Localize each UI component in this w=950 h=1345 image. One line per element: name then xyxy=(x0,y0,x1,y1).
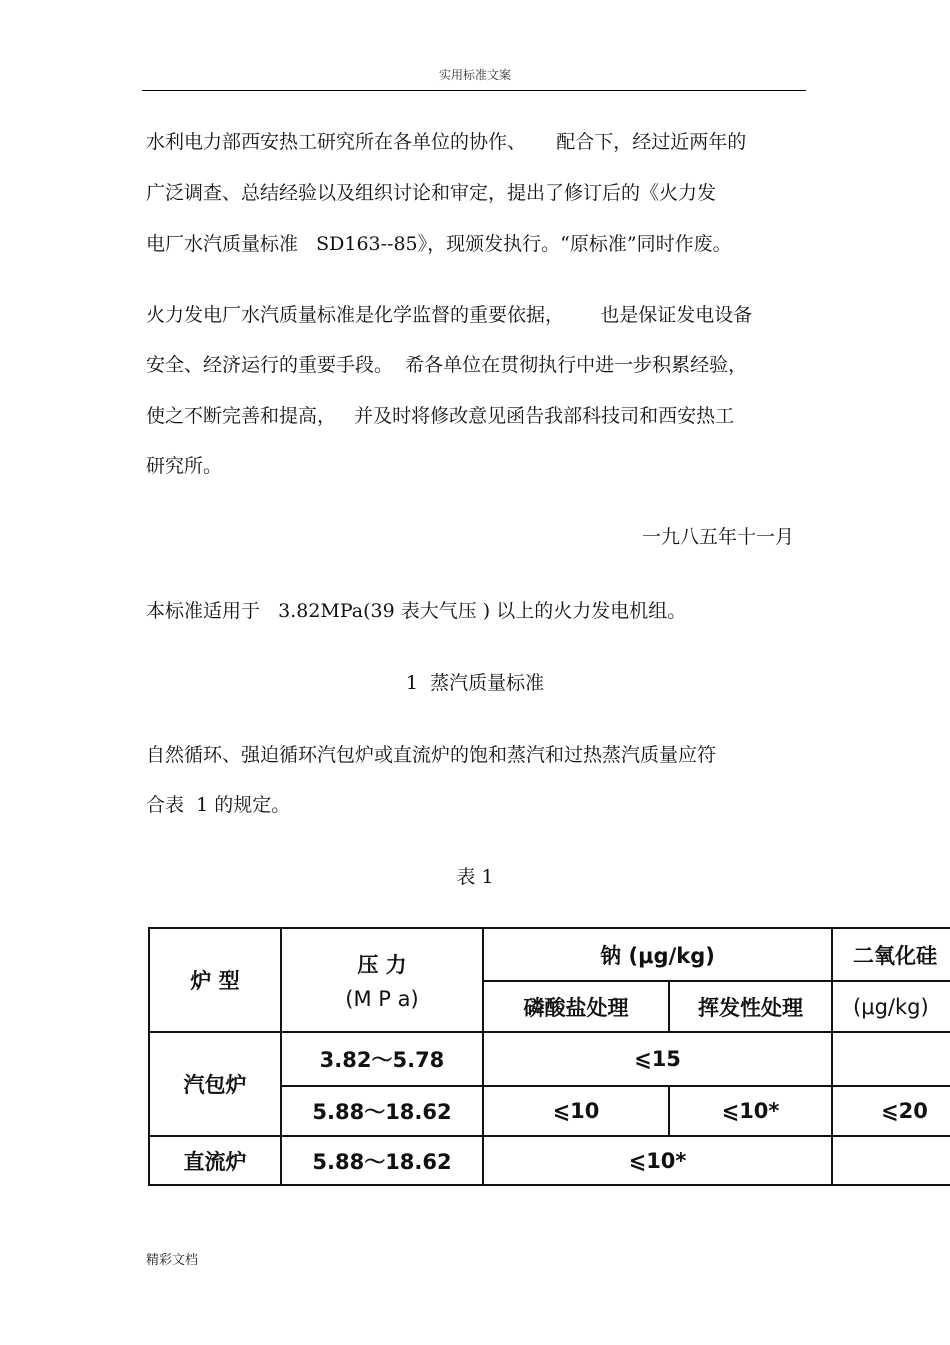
paragraph-line: 水利电力部西安热工研究所在各单位的协作、 配合下，经过近两年的 xyxy=(146,131,747,153)
cell-sodium: ⩽10* xyxy=(483,1136,832,1185)
header-cell-sodium: 钠 (μg/kg) xyxy=(483,928,832,981)
cell-volatile: ⩽10* xyxy=(669,1086,832,1136)
cell-silica: ⩽20 xyxy=(832,1086,950,1136)
table-row xyxy=(149,1136,950,1185)
paragraph-line: 合表 1 的规定。 xyxy=(146,794,291,816)
paragraph-line: 广泛调查、总结经验以及组织讨论和审定，提出了修订后的《火力发 xyxy=(146,182,717,204)
table-row xyxy=(149,1032,950,1086)
cell-once-through-boiler: 直流炉 xyxy=(149,1136,281,1185)
cell-pressure: 3.82～5.78 xyxy=(281,1032,483,1086)
steam-quality-table xyxy=(148,927,950,1186)
cell-sodium: ⩽15 xyxy=(483,1032,832,1086)
paragraph-line: 自然循环、强迫循环汽包炉或直流炉的饱和蒸汽和过热蒸汽质量应符 xyxy=(146,744,717,766)
header-cell-phosphate: 磷酸盐处理 xyxy=(483,981,669,1032)
header-cell-silica-unit: (μg/kg) xyxy=(832,981,950,1032)
paragraph-line: 安全、经济运行的重要手段。 希各单位在贯彻执行中进一步积累经验， xyxy=(146,354,748,376)
header-cell-volatile: 挥发性处理 xyxy=(669,981,832,1032)
section-title: 1 蒸汽质量标准 xyxy=(405,672,545,694)
scope-line: 本标准适用于 3.82MPa(39 表大气压 ) 以上的火力发电机组。 xyxy=(146,600,687,622)
cell-pressure: 5.88～18.62 xyxy=(281,1086,483,1136)
table-caption: 表 1 xyxy=(456,866,494,888)
paragraph-line: 火力发电厂水汽质量标准是化学监督的重要依据， 也是保证发电设备 xyxy=(146,304,753,326)
header-cell-type: 炉 型 xyxy=(149,928,281,1032)
header-cell-pressure xyxy=(281,928,483,1032)
cell-drum-boiler: 汽包炉 xyxy=(149,1032,281,1136)
table-header-row xyxy=(149,928,950,981)
cell-phosphate: ⩽10 xyxy=(483,1086,669,1136)
date-line: 一九八五年十一月 xyxy=(641,526,794,548)
paragraph-line: 电厂水汽质量标准 SD163--85》，现颁发执行。“原标准”同时作废。 xyxy=(146,233,732,255)
cell-silica xyxy=(832,1136,950,1185)
header-pressure-unit: (M P a) xyxy=(345,987,419,1011)
page-footer: 精彩文档 xyxy=(146,1253,199,1268)
cell-silica xyxy=(832,1032,950,1086)
cell-pressure: 5.88～18.62 xyxy=(281,1136,483,1185)
paragraph-line: 使之不断完善和提高， 并及时将修改意见函告我部科技司和西安热工 xyxy=(146,405,735,427)
paragraph-line: 研究所。 xyxy=(146,455,223,477)
header-cell-silica: 二氧化硅 xyxy=(832,928,950,981)
header-pressure-label: 压 力 xyxy=(357,953,407,977)
page-header: 实用标准文案 xyxy=(438,68,511,82)
